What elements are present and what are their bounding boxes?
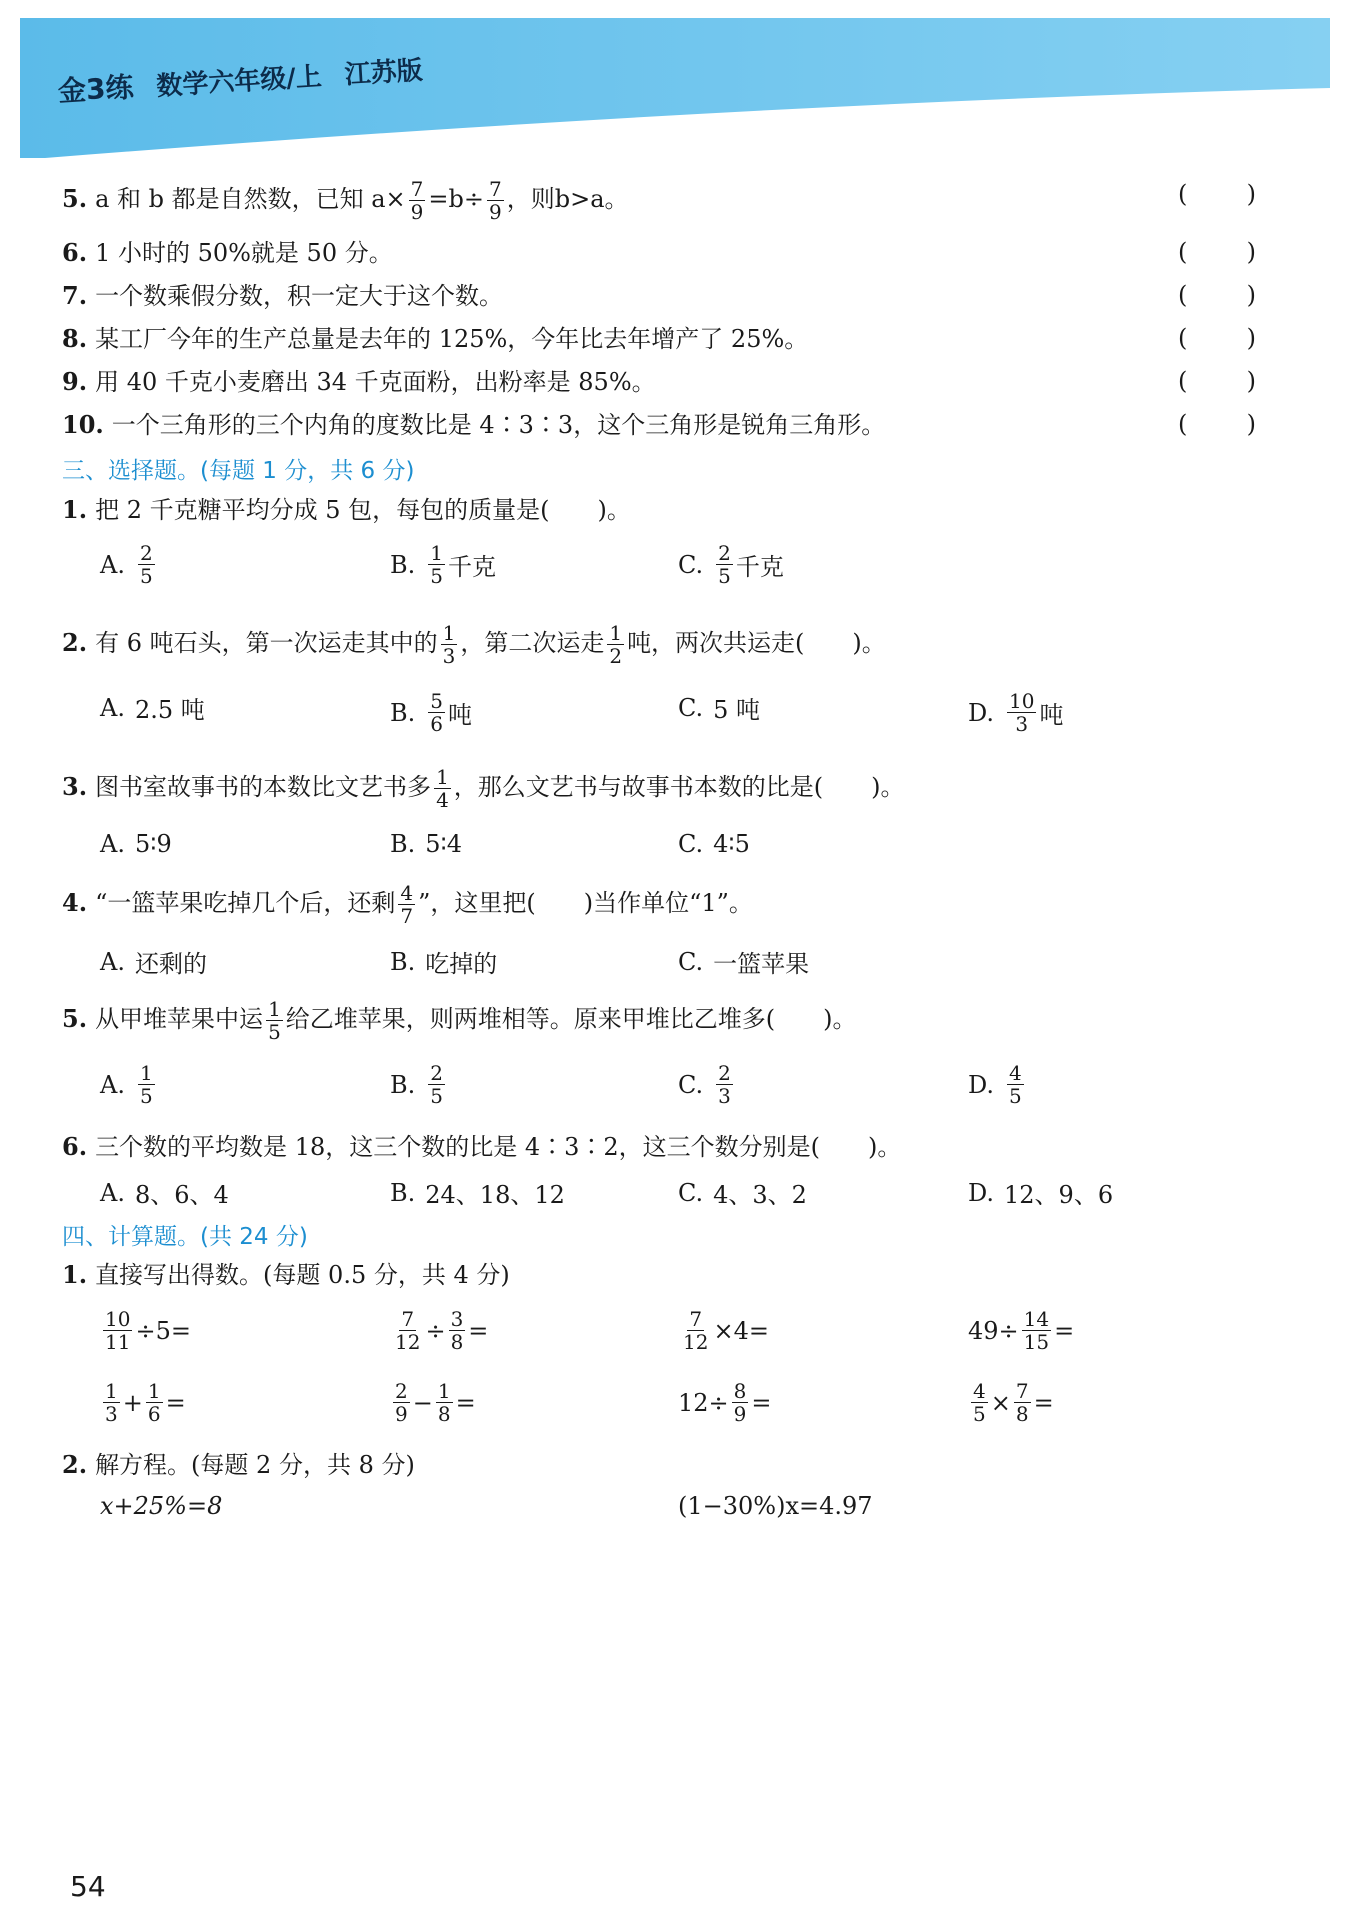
option-d[interactable]: D. $\frac{10}{3}$ 吨 [968, 689, 1064, 736]
option-b[interactable]: B. 24、18、12 [390, 1178, 565, 1209]
answer-parentheses[interactable]: ( ) [1178, 410, 1256, 438]
option-a[interactable]: A. $\frac{1}{5}$ [100, 1061, 153, 1108]
calc-expression-5: $\frac{1}{3}$ + $\frac{1}{6}$ = [105, 1379, 186, 1426]
option-a[interactable]: A. 5∶9 [100, 830, 172, 858]
tf-item-7: 7. 一个数乘假分数，积一定大于这个数。 [62, 281, 504, 310]
tf-item-8: 8. 某工厂今年的生产总量是去年的 125%，今年比去年增产了 25%。 [62, 324, 809, 353]
option-c[interactable]: C. 5 吨 [678, 693, 761, 724]
equation-1: x+25%=8 [100, 1492, 223, 1520]
brand-logo: 金3练 [57, 70, 135, 108]
option-b[interactable]: B. $\frac{1}{5}$ 千克 [390, 541, 496, 588]
choice-question-2: 2. 有 6 吨石头，第一次运走其中的 $\frac{1}{3}$ ，第二次运走 $\frac{1}{2}$ 吨，两次共运走( )。 [62, 621, 886, 668]
section-title-calculation: 四、计算题。(共 24 分) [62, 1224, 308, 1250]
option-b[interactable]: B. $\frac{2}{5}$ [390, 1061, 443, 1108]
calc-expression-7: 12÷ $\frac{8}{9}$ = [678, 1379, 772, 1426]
option-c[interactable]: C. 一篮苹果 [678, 947, 810, 978]
header-edition: 江苏版 [343, 55, 424, 91]
answer-parentheses[interactable]: ( ) [1178, 281, 1256, 309]
fraction: $\frac{7}{9}$ [489, 177, 502, 224]
calc-expression-6: $\frac{2}{9}$ − $\frac{1}{8}$ = [395, 1379, 476, 1426]
calc-title: 1. 直接写出得数。(每题 0.5 分，共 4 分) [62, 1260, 510, 1289]
option-a[interactable]: A. 2.5 吨 [100, 693, 205, 724]
option-c[interactable]: C. 4∶5 [678, 830, 750, 858]
answer-parentheses[interactable]: ( ) [1178, 324, 1256, 352]
option-b[interactable]: B. 吃掉的 [390, 947, 498, 978]
calc-expression-8: $\frac{4}{5}$ × $\frac{7}{8}$ = [973, 1379, 1054, 1426]
calc-expression-3: $\frac{7}{12}$ ×4= [683, 1307, 769, 1354]
option-c[interactable]: C. $\frac{2}{5}$ 千克 [678, 541, 784, 588]
option-d[interactable]: D. $\frac{4}{5}$ [968, 1061, 1022, 1108]
choice-question-5: 5. 从甲堆苹果中运 $\frac{1}{5}$ 给乙堆苹果，则两堆相等。原来甲堆比乙堆多( )。 [62, 997, 857, 1044]
calc-expression-1: $\frac{10}{11}$ ÷5= [105, 1307, 191, 1354]
choice-question-1: 1. 把 2 千克糖平均分成 5 包，每包的质量是( )。 [62, 495, 631, 524]
tf-item-5: 5. a 和 b 都是自然数，已知 a× $\frac{7}{9}$ =b÷ $\frac{7}{9}$ ，则b>a。 [62, 177, 629, 224]
option-b[interactable]: B. 5∶4 [390, 830, 463, 858]
fraction: $\frac{7}{9}$ [410, 177, 424, 224]
header-subject: 数学六年级/上 [155, 61, 323, 102]
choice-question-4: 4. “一篮苹果吃掉几个后，还剩 $\frac{4}{7}$ ”，这里把( )当作单位“1”。 [62, 881, 753, 928]
option-a[interactable]: A. 还剩的 [100, 947, 207, 978]
option-c[interactable]: C. 4、3、2 [678, 1178, 807, 1209]
equation-title: 2. 解方程。(每题 2 分，共 8 分) [62, 1450, 415, 1479]
calc-expression-4: 49÷ $\frac{14}{15}$ = [968, 1307, 1075, 1354]
page-number: 54 [70, 1870, 106, 1903]
choice-question-3: 3. 图书室故事书的本数比文艺书多 $\frac{1}{4}$ ，那么文艺书与故事书本数的比是( )。 [62, 765, 905, 812]
tf-item-10: 10. 一个三角形的三个内角的度数比是 4∶3∶3，这个三角形是锐角三角形。 [62, 410, 886, 439]
option-d[interactable]: D. 12、9、6 [968, 1178, 1114, 1209]
option-c[interactable]: C. $\frac{2}{3}$ [678, 1061, 731, 1108]
tf-item-9: 9. 用 40 千克小麦磨出 34 千克面粉，出粉率是 85%。 [62, 367, 656, 396]
answer-parentheses[interactable]: ( ) [1178, 367, 1256, 395]
choice-question-6: 6. 三个数的平均数是 18，这三个数的比是 4∶3∶2，这三个数分别是( )。 [62, 1132, 902, 1161]
tf-item-6: 6. 1 小时的 50%就是 50 分。 [62, 238, 393, 267]
section-title-choice: 三、选择题。(每题 1 分，共 6 分) [62, 458, 415, 484]
option-b[interactable]: B. $\frac{5}{6}$ 吨 [390, 689, 472, 736]
option-a[interactable]: A. 8、6、4 [100, 1178, 229, 1209]
answer-parentheses[interactable]: ( ) [1178, 180, 1256, 208]
answer-parentheses[interactable]: ( ) [1178, 238, 1256, 266]
option-a[interactable]: A. $\frac{2}{5}$ [100, 541, 153, 588]
calc-expression-2: $\frac{7}{12}$ ÷ $\frac{3}{8}$ = [395, 1307, 489, 1354]
equation-2: (1−30%)x=4.97 [678, 1492, 873, 1520]
